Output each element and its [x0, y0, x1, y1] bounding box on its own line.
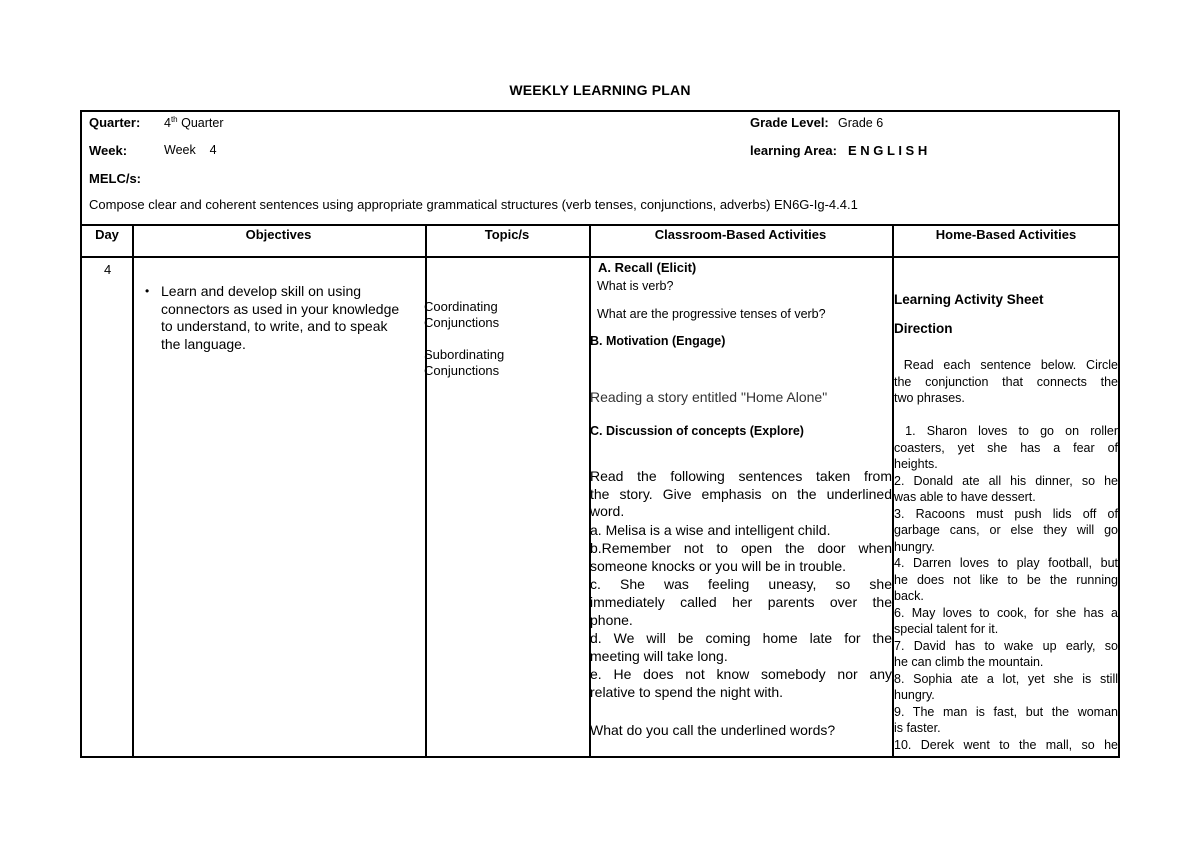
activity-item-line: is faster. [894, 721, 941, 735]
activity-item-line: 7. David has to wake up early, so [894, 638, 1118, 653]
document-title: WEEKLY LEARNING PLAN [509, 82, 691, 98]
column-header-topics: Topic/s [484, 227, 530, 242]
activity-item-line: 4. Darren loves to play football, but [894, 556, 1118, 570]
direction-line: the conjunction that connects the [894, 374, 1118, 389]
column-header-classroom: Classroom-Based Activities [654, 227, 827, 242]
topic-coordinating: Coordinating Conjunctions [424, 299, 500, 330]
direction-text [894, 357, 1118, 407]
activity-item-line: he can climb the mountain. [894, 655, 1044, 669]
direction-line: Read each sentence below. Circle [894, 358, 1118, 372]
week-label: Week: [89, 143, 128, 158]
column-divider-day [132, 224, 134, 758]
closing-question: What do you call the underlined words? [590, 722, 836, 738]
sentence-line: d. We will be coming home late for the [590, 630, 892, 646]
activity-item-line: he does not like to be the running [894, 572, 1118, 587]
sentence-line: b.Remember not to open the door when [590, 540, 892, 556]
topic-subordinating: Subordinating Conjunctions [424, 347, 505, 378]
sentence-line: meeting will take long. [590, 648, 728, 664]
sentence-line: phone. [590, 612, 633, 628]
bullet-icon: • [145, 284, 150, 298]
week-value: Week 4 [164, 143, 217, 157]
instruction-line: the story. Give emphasis on the underlined [590, 485, 892, 502]
column-header-objectives: Objectives [245, 227, 312, 242]
activity-item-line: 9. The man is fast, but the woman [894, 704, 1118, 719]
activity-item-line: 6. May loves to cook, for she has a [894, 605, 1118, 620]
melc-label: MELC/s: [89, 171, 141, 186]
instruction-line: Read the following sentences taken from [590, 468, 892, 484]
column-header-home: Home-Based Activities [935, 227, 1077, 242]
activity-item-line: special talent for it. [894, 622, 999, 636]
activity-item-line: 8. Sophia ate a lot, yet she is still [894, 671, 1118, 686]
quarter-value: 4th Quarter [164, 115, 224, 131]
activity-item-line: 3. Racoons must push lids off of [894, 506, 1118, 521]
recall-question-1: What is verb? [597, 279, 674, 293]
direction-label: Direction [894, 321, 953, 336]
motivation-text: Reading a story entitled "Home Alone" [590, 389, 828, 405]
learning-area-value: E N G L I S H [848, 143, 928, 158]
instruction-line: word. [590, 503, 625, 519]
sentence-line: e. He does not know somebody nor any [590, 666, 892, 682]
grade-level-value: Grade 6 [838, 116, 884, 130]
learning-area-label: learning Area: [750, 143, 837, 158]
discussion-heading: C. Discussion of concepts (Explore) [590, 424, 804, 438]
activity-item-line: hungry. [894, 539, 935, 554]
sentence-line: c. She was feeling uneasy, so she [590, 576, 892, 592]
activity-item-line: hungry. [894, 688, 935, 702]
activity-item-line: 10. Derek went to the mall, so he [894, 737, 1118, 752]
direction-line: two phrases. [894, 391, 965, 405]
motivation-heading: B. Motivation (Engage) [590, 334, 726, 348]
activity-item-line: 1. Sharon loves to go on roller [894, 424, 1118, 438]
activity-items [894, 423, 1118, 753]
sentence-line: a. Melisa is a wise and intelligent child. [590, 522, 831, 538]
example-sentences [590, 521, 892, 701]
activity-item-line: was able to have dessert. [894, 490, 1036, 504]
objective-list-item [145, 283, 410, 353]
sentence-line: relative to spend the night with. [590, 684, 784, 700]
recall-question-2: What are the progressive tenses of verb? [597, 307, 826, 321]
activity-item-line: garbage cans, or else they will go [894, 523, 1118, 537]
melc-text: Compose clear and coherent sentences using appropriate grammatical structures (verb tenses, conjunctions, adverbs) EN6G-Ig-4.4.1 [89, 197, 858, 212]
discussion-instruction [590, 468, 892, 521]
quarter-label: Quarter: [89, 115, 141, 130]
recall-heading: A. Recall (Elicit) [598, 260, 697, 275]
activity-item-line: heights. [894, 457, 938, 471]
activity-item-line: 2. Donald ate all his dinner, so he [894, 473, 1118, 488]
sentence-line: someone knocks or you will be in trouble. [590, 558, 847, 574]
column-header-day: Day [95, 227, 119, 242]
day-number: 4 [104, 262, 112, 277]
header-divider [82, 224, 1118, 226]
activity-item-line: back. [894, 589, 924, 603]
grade-level-label: Grade Level: [750, 115, 829, 130]
column-header-divider [82, 256, 1118, 258]
activity-sheet-title: Learning Activity Sheet [894, 292, 1044, 307]
activity-item-line: coasters, yet she has a fear of [894, 440, 1118, 455]
objective-text: Learn and develop skill on using connectors as used in your knowledge to understand, to write, and to speak the language. [161, 283, 400, 352]
sentence-line: immediately called her parents over the [590, 594, 892, 610]
